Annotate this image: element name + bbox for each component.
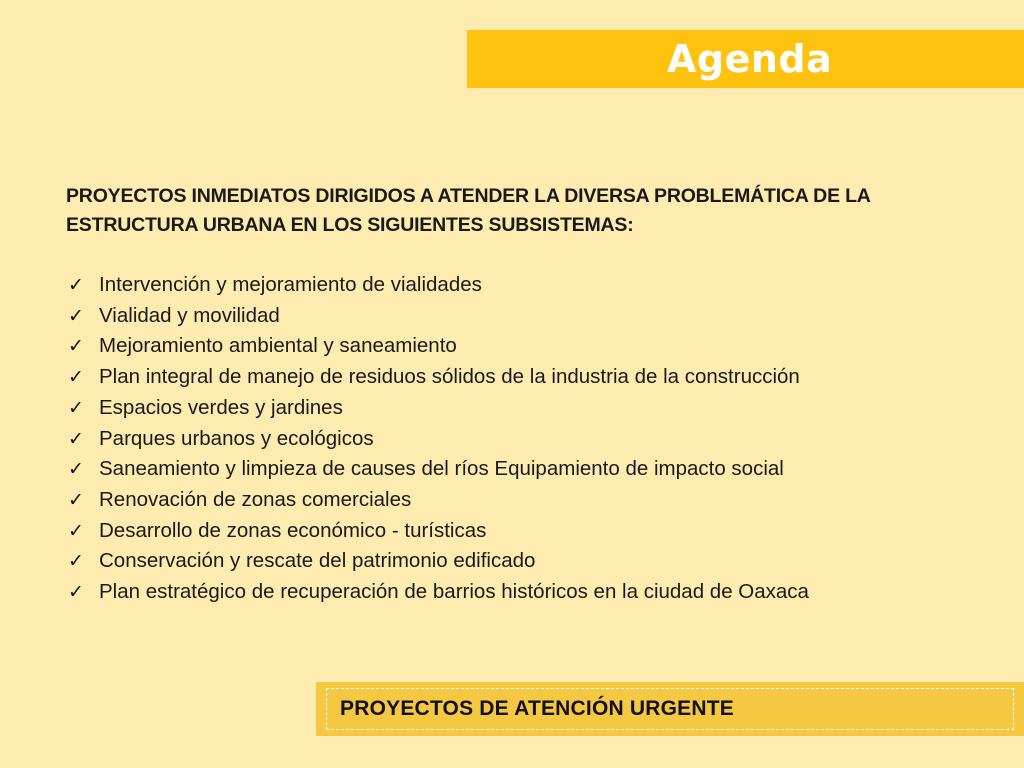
list-item: ✓ Conservación y rescate del patrimonio edificado: [66, 546, 966, 577]
footer-label: PROYECTOS DE ATENCIÓN URGENTE: [340, 697, 734, 720]
section-heading-line-2: ESTRUCTURA URBANA EN LOS SIGUIENTES SUBSISTEMAS:: [66, 214, 634, 236]
section-heading: [66, 182, 966, 240]
list-item: ✓ Intervención y mejoramiento de vialidades: [66, 270, 966, 301]
list-item: ✓ Saneamiento y limpieza de causes del ríos Equipamiento de impacto social: [66, 454, 966, 485]
section-heading-line-1: PROYECTOS INMEDIATOS DIRIGIDOS A ATENDER LA DIVERSA PROBLEMÁTICA DE LA: [66, 185, 871, 207]
list-item: ✓ Vialidad y movilidad: [66, 301, 966, 332]
checkmark-icon: ✓: [68, 335, 84, 358]
checkmark-icon: ✓: [68, 519, 84, 542]
list-item: ✓ Renovación de zonas comerciales: [66, 485, 966, 516]
checkmark-icon: ✓: [68, 304, 84, 327]
slide-title: Agenda: [667, 37, 833, 81]
content-block: [66, 182, 966, 608]
list-item: ✓ Mejoramiento ambiental y saneamiento: [66, 331, 966, 362]
footer-banner-frame: [326, 688, 1014, 730]
checkmark-icon: ✓: [68, 488, 84, 511]
checkmark-icon: ✓: [68, 396, 84, 419]
title-bar: [467, 30, 1024, 88]
list-item: ✓ Plan integral de manejo de residuos sólidos de la industria de la construcción: [66, 362, 966, 393]
checkmark-icon: ✓: [68, 366, 84, 389]
subsystem-list: [66, 270, 966, 608]
checkmark-icon: ✓: [68, 581, 84, 604]
list-item: ✓ Plan estratégico de recuperación de barrios históricos en la ciudad de Oaxaca: [66, 577, 966, 608]
list-item: ✓ Parques urbanos y ecológicos: [66, 424, 966, 455]
list-item: ✓ Desarrollo de zonas económico - turísticas: [66, 516, 966, 547]
checkmark-icon: ✓: [68, 458, 84, 481]
checkmark-icon: ✓: [68, 427, 84, 450]
list-item: ✓ Espacios verdes y jardines: [66, 393, 966, 424]
checkmark-icon: ✓: [68, 550, 84, 573]
checkmark-icon: ✓: [68, 274, 84, 296]
footer-banner: [316, 682, 1024, 736]
